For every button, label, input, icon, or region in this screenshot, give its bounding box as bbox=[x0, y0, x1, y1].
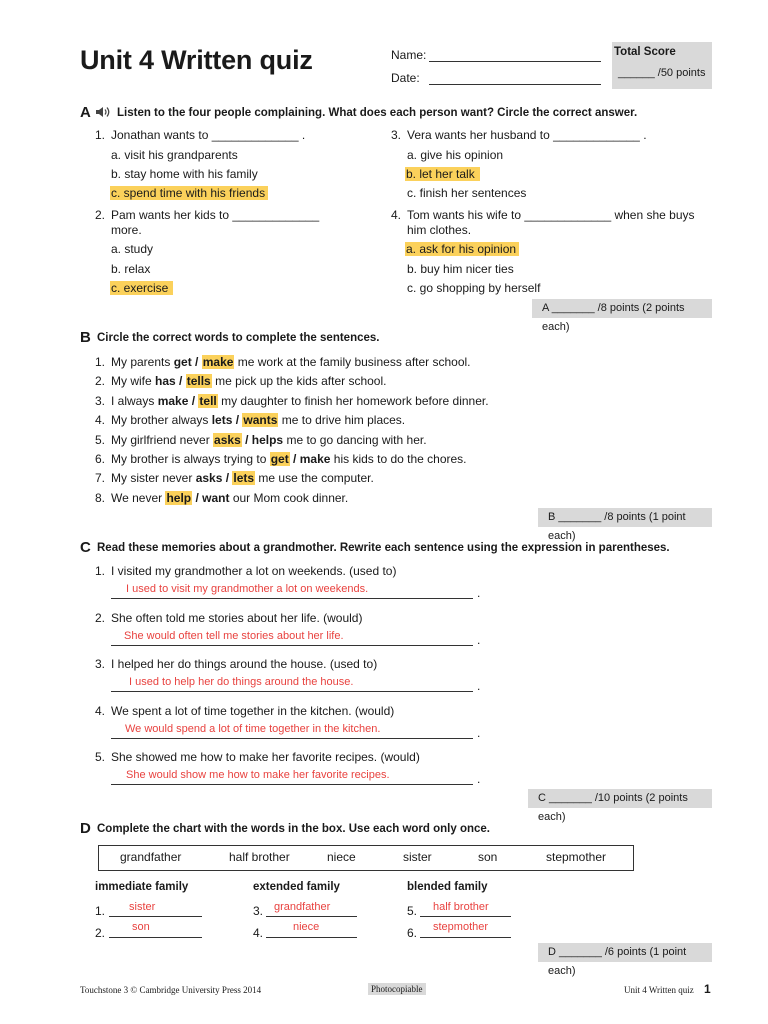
word-choice[interactable]: asks bbox=[195, 471, 223, 486]
rewrite-answer-line[interactable] bbox=[111, 598, 473, 599]
sentence-period: . bbox=[477, 632, 481, 647]
word-choice[interactable]: make bbox=[299, 452, 331, 466]
chart-answer[interactable]: grandfather bbox=[274, 901, 331, 913]
question-number: 1. bbox=[95, 128, 106, 142]
sentence-number: 5. bbox=[95, 432, 106, 447]
word-box bbox=[98, 845, 634, 871]
answer-option-selected[interactable]: b. let her talk bbox=[405, 167, 480, 181]
word-choice[interactable]: lets bbox=[211, 413, 233, 428]
word-choice[interactable]: helps bbox=[251, 432, 284, 447]
name-field[interactable] bbox=[429, 61, 601, 62]
word-box-item: half brother bbox=[229, 850, 290, 864]
sentence-text: me to go dancing with her. bbox=[283, 432, 427, 447]
photocopiable-badge: Photocopiable bbox=[368, 983, 426, 995]
question-stem: Pam wants her kids to _____________ bbox=[111, 208, 320, 222]
sentence-text: My brother always bbox=[111, 413, 212, 428]
question-number: 4. bbox=[391, 208, 402, 222]
chart-answer[interactable]: half brother bbox=[433, 901, 489, 913]
date-field[interactable] bbox=[429, 84, 601, 85]
page-number: 1 bbox=[704, 982, 711, 996]
word-choice-selected[interactable]: asks bbox=[214, 432, 241, 447]
chart-answer[interactable]: stepmother bbox=[433, 921, 489, 933]
sentence-text: I always bbox=[111, 393, 158, 408]
footer-copyright: Touchstone 3 © Cambridge University Press 2014 bbox=[80, 985, 262, 995]
word-box-item: grandfather bbox=[120, 850, 182, 864]
word-box-item: sister bbox=[403, 850, 432, 864]
word-separator: / bbox=[232, 413, 243, 428]
rewrite-answer[interactable]: She would often tell me stories about her life. bbox=[124, 629, 344, 642]
sentence-item bbox=[95, 413, 405, 427]
rewrite-number: 1. bbox=[95, 564, 106, 578]
rewrite-prompt: I visited my grandmother a lot on weekends. (used to) bbox=[111, 564, 397, 578]
sentence-text: My parents bbox=[111, 355, 174, 369]
sentence-text: My wife bbox=[111, 374, 156, 389]
sentence-text: My brother is always trying to bbox=[111, 452, 270, 466]
sentence-text: me to drive him places. bbox=[278, 413, 406, 428]
question-stem: Tom wants his wife to _____________ when she buys bbox=[407, 208, 695, 222]
word-separator: / bbox=[175, 374, 186, 389]
chart-answer-line[interactable] bbox=[109, 937, 202, 938]
rewrite-answer-line[interactable] bbox=[111, 738, 473, 739]
rewrite-prompt: We spent a lot of time together in the kitchen. (would) bbox=[111, 703, 395, 718]
sentence-text: My sister never bbox=[111, 471, 196, 486]
sentence-text: his kids to do the chores. bbox=[330, 452, 467, 466]
chart-answer-line[interactable] bbox=[266, 937, 357, 938]
section-d-points: D _______ /6 points (1 point each) bbox=[538, 943, 712, 962]
column-heading-blended: blended family bbox=[407, 881, 488, 893]
chart-answer[interactable]: niece bbox=[293, 921, 320, 933]
rewrite-answer[interactable]: We would spend a lot of time together in the kitchen. bbox=[125, 722, 381, 735]
answer-option-selected[interactable]: c. exercise bbox=[110, 281, 173, 295]
rewrite-answer-line[interactable] bbox=[111, 691, 473, 692]
chart-answer-line[interactable] bbox=[420, 916, 511, 917]
word-choice[interactable]: want bbox=[202, 490, 230, 505]
sentence-text: me work at the family business after school. bbox=[234, 355, 471, 369]
word-separator: / bbox=[222, 471, 233, 486]
chart-number: 3. bbox=[253, 904, 264, 918]
section-c-letter: C bbox=[80, 539, 91, 556]
word-choice[interactable]: make bbox=[157, 393, 189, 408]
chart-number: 6. bbox=[407, 926, 418, 940]
chart-number: 1. bbox=[95, 904, 106, 918]
question-stem: Vera wants her husband to _____________ . bbox=[407, 128, 647, 142]
date-label: Date: bbox=[391, 71, 420, 85]
word-box-item: stepmother bbox=[546, 850, 607, 864]
rewrite-answer-line[interactable] bbox=[111, 784, 473, 785]
sentence-number: 8. bbox=[95, 490, 106, 505]
rewrite-prompt: She often told me stories about her life. (would) bbox=[111, 610, 363, 625]
rewrite-number: 2. bbox=[95, 610, 106, 625]
sentence-text: my daughter to finish her homework before dinner. bbox=[217, 393, 489, 408]
question-stem: Jonathan wants to _____________ . bbox=[111, 128, 306, 142]
sentence-item bbox=[95, 433, 427, 447]
word-choice-selected[interactable]: tells bbox=[186, 374, 211, 389]
word-choice[interactable]: has bbox=[155, 374, 176, 389]
answer-option[interactable]: b. relax bbox=[111, 262, 151, 276]
sentence-number: 6. bbox=[95, 452, 106, 466]
rewrite-number: 4. bbox=[95, 703, 106, 718]
answer-option[interactable]: a. study bbox=[111, 242, 154, 256]
word-choice-selected[interactable]: lets bbox=[233, 471, 255, 486]
question-number: 2. bbox=[95, 208, 106, 222]
word-choice-selected[interactable]: help bbox=[166, 490, 192, 505]
section-b-instruction: Circle the correct words to complete the sentences. bbox=[97, 332, 380, 344]
total-score-label: Total Score bbox=[614, 46, 676, 58]
sentence-item bbox=[95, 355, 471, 369]
rewrite-prompt: I helped her do things around the house. (used to) bbox=[111, 657, 378, 671]
sentence-number: 7. bbox=[95, 471, 106, 486]
word-choice[interactable]: get bbox=[173, 355, 192, 369]
section-d-instruction: Complete the chart with the words in the box. Use each word only once. bbox=[97, 823, 490, 835]
answer-option[interactable]: c. finish her sentences bbox=[407, 186, 527, 200]
name-label: Name: bbox=[391, 48, 427, 62]
answer-option[interactable]: b. buy him nicer ties bbox=[407, 262, 514, 276]
footer-page-label: Unit 4 Written quiz bbox=[624, 985, 694, 995]
sentence-text: me use the computer. bbox=[255, 471, 374, 486]
column-heading-immediate: immediate family bbox=[95, 881, 189, 893]
total-score-box bbox=[612, 42, 712, 89]
question-stem-continued: him clothes. bbox=[407, 223, 472, 237]
rewrite-number: 5. bbox=[95, 750, 106, 764]
chart-answer-line[interactable] bbox=[420, 937, 511, 938]
chart-answer[interactable]: son bbox=[132, 921, 150, 933]
rewrite-answer[interactable]: I used to help her do things around the house. bbox=[129, 676, 354, 688]
section-c-instruction: Read these memories about a grandmother. Rewrite each sentence using the expression in parentheses. bbox=[97, 542, 670, 554]
question-stem-continued: more. bbox=[111, 223, 142, 237]
sentence-text: our Mom cook dinner. bbox=[229, 490, 349, 505]
section-a-points: A _______ /8 points (2 points each) bbox=[532, 299, 712, 318]
page-title: Unit 4 Written quiz bbox=[80, 45, 313, 75]
answer-option-selected[interactable]: c. spend time with his friends bbox=[110, 186, 268, 200]
rewrite-answer[interactable]: She would show me how to make her favorite recipes. bbox=[126, 769, 390, 781]
chart-number: 4. bbox=[253, 926, 264, 940]
word-box-item: niece bbox=[327, 850, 356, 864]
section-b-letter: B bbox=[80, 329, 91, 346]
section-a-letter: A bbox=[80, 104, 91, 121]
sentence-text: me pick up the kids after school. bbox=[211, 374, 387, 389]
word-box-item: son bbox=[478, 850, 498, 864]
rewrite-prompt: She showed me how to make her favorite recipes. (would) bbox=[111, 750, 420, 764]
word-choice-selected[interactable]: make bbox=[202, 355, 234, 369]
sentence-period: . bbox=[477, 679, 481, 693]
sentence-item bbox=[95, 452, 467, 466]
section-a-instruction: Listen to the four people complaining. What does each person want? Circle the correct answer. bbox=[117, 107, 638, 119]
word-separator: / bbox=[192, 490, 203, 505]
answer-option[interactable]: b. stay home with his family bbox=[111, 167, 258, 181]
section-b-points: B _______ /8 points (1 point each) bbox=[538, 508, 712, 527]
answer-option-selected[interactable]: a. ask for his opinion bbox=[405, 242, 519, 256]
column-heading-extended: extended family bbox=[253, 881, 340, 893]
chart-answer-line[interactable] bbox=[266, 916, 357, 917]
rewrite-answer-line[interactable] bbox=[111, 645, 473, 646]
sentence-period: . bbox=[477, 725, 481, 740]
sentence-period: . bbox=[477, 586, 481, 600]
sentence-number: 4. bbox=[95, 413, 106, 428]
rewrite-number: 3. bbox=[95, 657, 106, 671]
word-separator: / bbox=[188, 393, 199, 408]
rewrite-answer[interactable]: I used to visit my grandmother a lot on weekends. bbox=[126, 583, 369, 595]
answer-option[interactable]: c. go shopping by herself bbox=[407, 281, 541, 295]
chart-answer[interactable]: sister bbox=[129, 901, 156, 913]
word-choice-selected[interactable]: wants bbox=[243, 413, 278, 428]
word-choice-selected[interactable]: get bbox=[270, 452, 289, 466]
sentence-item bbox=[95, 374, 386, 388]
word-separator: / bbox=[289, 452, 300, 466]
word-separator: / bbox=[241, 432, 252, 447]
chart-number: 2. bbox=[95, 926, 106, 940]
answer-option[interactable]: a. visit his grandparents bbox=[111, 148, 238, 162]
sentence-text: We never bbox=[111, 490, 166, 505]
sentence-number: 2. bbox=[95, 374, 106, 389]
chart-answer-line[interactable] bbox=[109, 916, 202, 917]
section-c-points: C _______ /10 points (2 points each) bbox=[528, 789, 712, 808]
sentence-item bbox=[95, 394, 489, 408]
sentence-text: My girlfriend never bbox=[111, 432, 214, 447]
sentence-number: 3. bbox=[95, 393, 106, 408]
sentence-number: 1. bbox=[95, 355, 106, 369]
sentence-item bbox=[95, 491, 348, 505]
question-number: 3. bbox=[391, 128, 402, 142]
section-d-letter: D bbox=[80, 820, 91, 837]
word-separator: / bbox=[191, 355, 202, 369]
word-choice-selected[interactable]: tell bbox=[199, 393, 217, 408]
sentence-period: . bbox=[477, 772, 481, 786]
speaker-icon[interactable] bbox=[95, 106, 111, 121]
sentence-item bbox=[95, 471, 374, 485]
answer-option[interactable]: a. give his opinion bbox=[407, 148, 504, 162]
total-score-value: ______ /50 points bbox=[618, 67, 706, 79]
chart-number: 5. bbox=[407, 904, 418, 918]
